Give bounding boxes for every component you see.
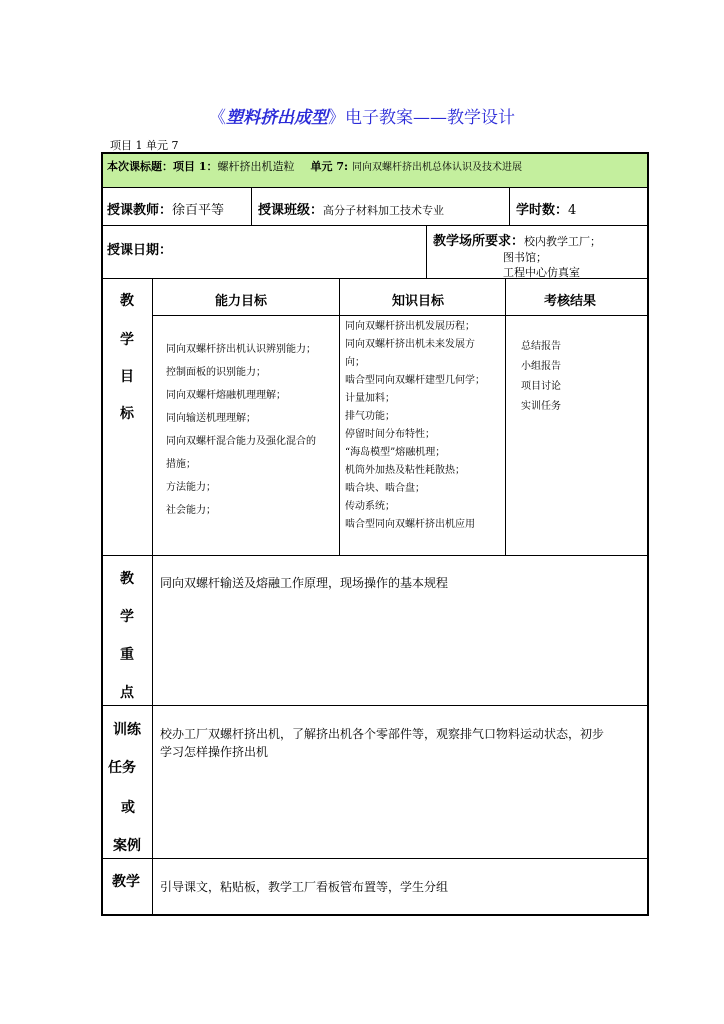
list-item: 控制面板的识别能力；	[166, 367, 266, 378]
ability-list	[166, 338, 316, 522]
list-item: 传动系统；	[345, 501, 395, 512]
list-item: 机筒外加热及粘性耗散热；	[345, 465, 465, 476]
course-name: 塑料挤出成型	[226, 108, 328, 128]
training-text-line1: 校办工厂双螺杆挤出机，了解挤出机各个零部件等，观察排气口物料运动状态，初步	[160, 727, 605, 741]
list-item: 向；	[345, 357, 365, 368]
list-item: 同向双螺杆挤出机未来发展方	[345, 339, 475, 350]
list-item: 同向双螺杆混合能力及强化混合的	[166, 436, 316, 447]
list-item: 啮合型同向双螺杆建型几何学；	[345, 375, 485, 386]
lesson-title-row: 本次课标题：项目 1：螺杆挤出机造粒 单元 7: 同向双螺杆挤出机总体认识及技术进展	[107, 160, 523, 173]
col-knowledge-header: 知识目标	[392, 294, 445, 309]
training-text-line2: 学习怎样操作挤出机	[160, 745, 269, 759]
list-item: 同向输送机理理解；	[166, 413, 256, 424]
col-ability-header: 能力目标	[215, 294, 268, 309]
list-item: 同向双螺杆挤出机发展历程；	[345, 321, 475, 332]
assessment-list	[521, 337, 561, 417]
list-item: 啮合型同向双螺杆挤出机应用	[345, 519, 475, 530]
place-library: 图书馆；	[503, 251, 547, 264]
list-item: “海岛模型”熔融机理；	[345, 447, 446, 458]
list-item: 同向双螺杆挤出机认识辨别能力；	[166, 344, 316, 355]
page-title: 《塑料挤出成型》电子教案——教学设计	[209, 108, 515, 128]
list-item: 社会能力；	[166, 505, 216, 516]
list-item: 小组报告	[521, 361, 561, 372]
class-field: 授课班级：高分子材料加工技术专业	[258, 203, 445, 218]
list-item: 措施；	[166, 459, 196, 470]
project-unit-caption: 项目 1 单元 7	[110, 139, 179, 152]
col-assessment-header: 考核结果	[544, 294, 597, 309]
place-sim-room: 工程中心仿真室	[503, 266, 580, 279]
list-item: 啮合块、啮合盘；	[345, 483, 425, 494]
list-item: 停留时间分布特性；	[345, 429, 435, 440]
list-item: 项目讨论	[521, 381, 561, 392]
focus-text: 同向双螺杆输送及熔融工作原理，现场操作的基本规程	[160, 576, 449, 590]
list-item: 实训任务	[521, 401, 561, 412]
list-item: 计量加料；	[345, 393, 395, 404]
teaching-side-label: 教学	[112, 874, 140, 890]
date-label: 授课日期：	[107, 243, 173, 258]
teacher-field: 授课教师：徐百平等	[107, 203, 225, 218]
list-item: 方法能力；	[166, 482, 216, 493]
list-item: 排气功能；	[345, 411, 395, 422]
place-field: 教学场所要求：校内教学工厂；	[433, 234, 602, 249]
list-item: 同向双螺杆熔融机理理解；	[166, 390, 286, 401]
list-item: 总结报告	[521, 341, 561, 352]
teaching-text: 引导课文，粘贴板，教学工厂看板管布置等，学生分组	[160, 880, 449, 894]
hours-field: 学时数：4	[516, 203, 577, 218]
knowledge-list	[345, 318, 485, 534]
